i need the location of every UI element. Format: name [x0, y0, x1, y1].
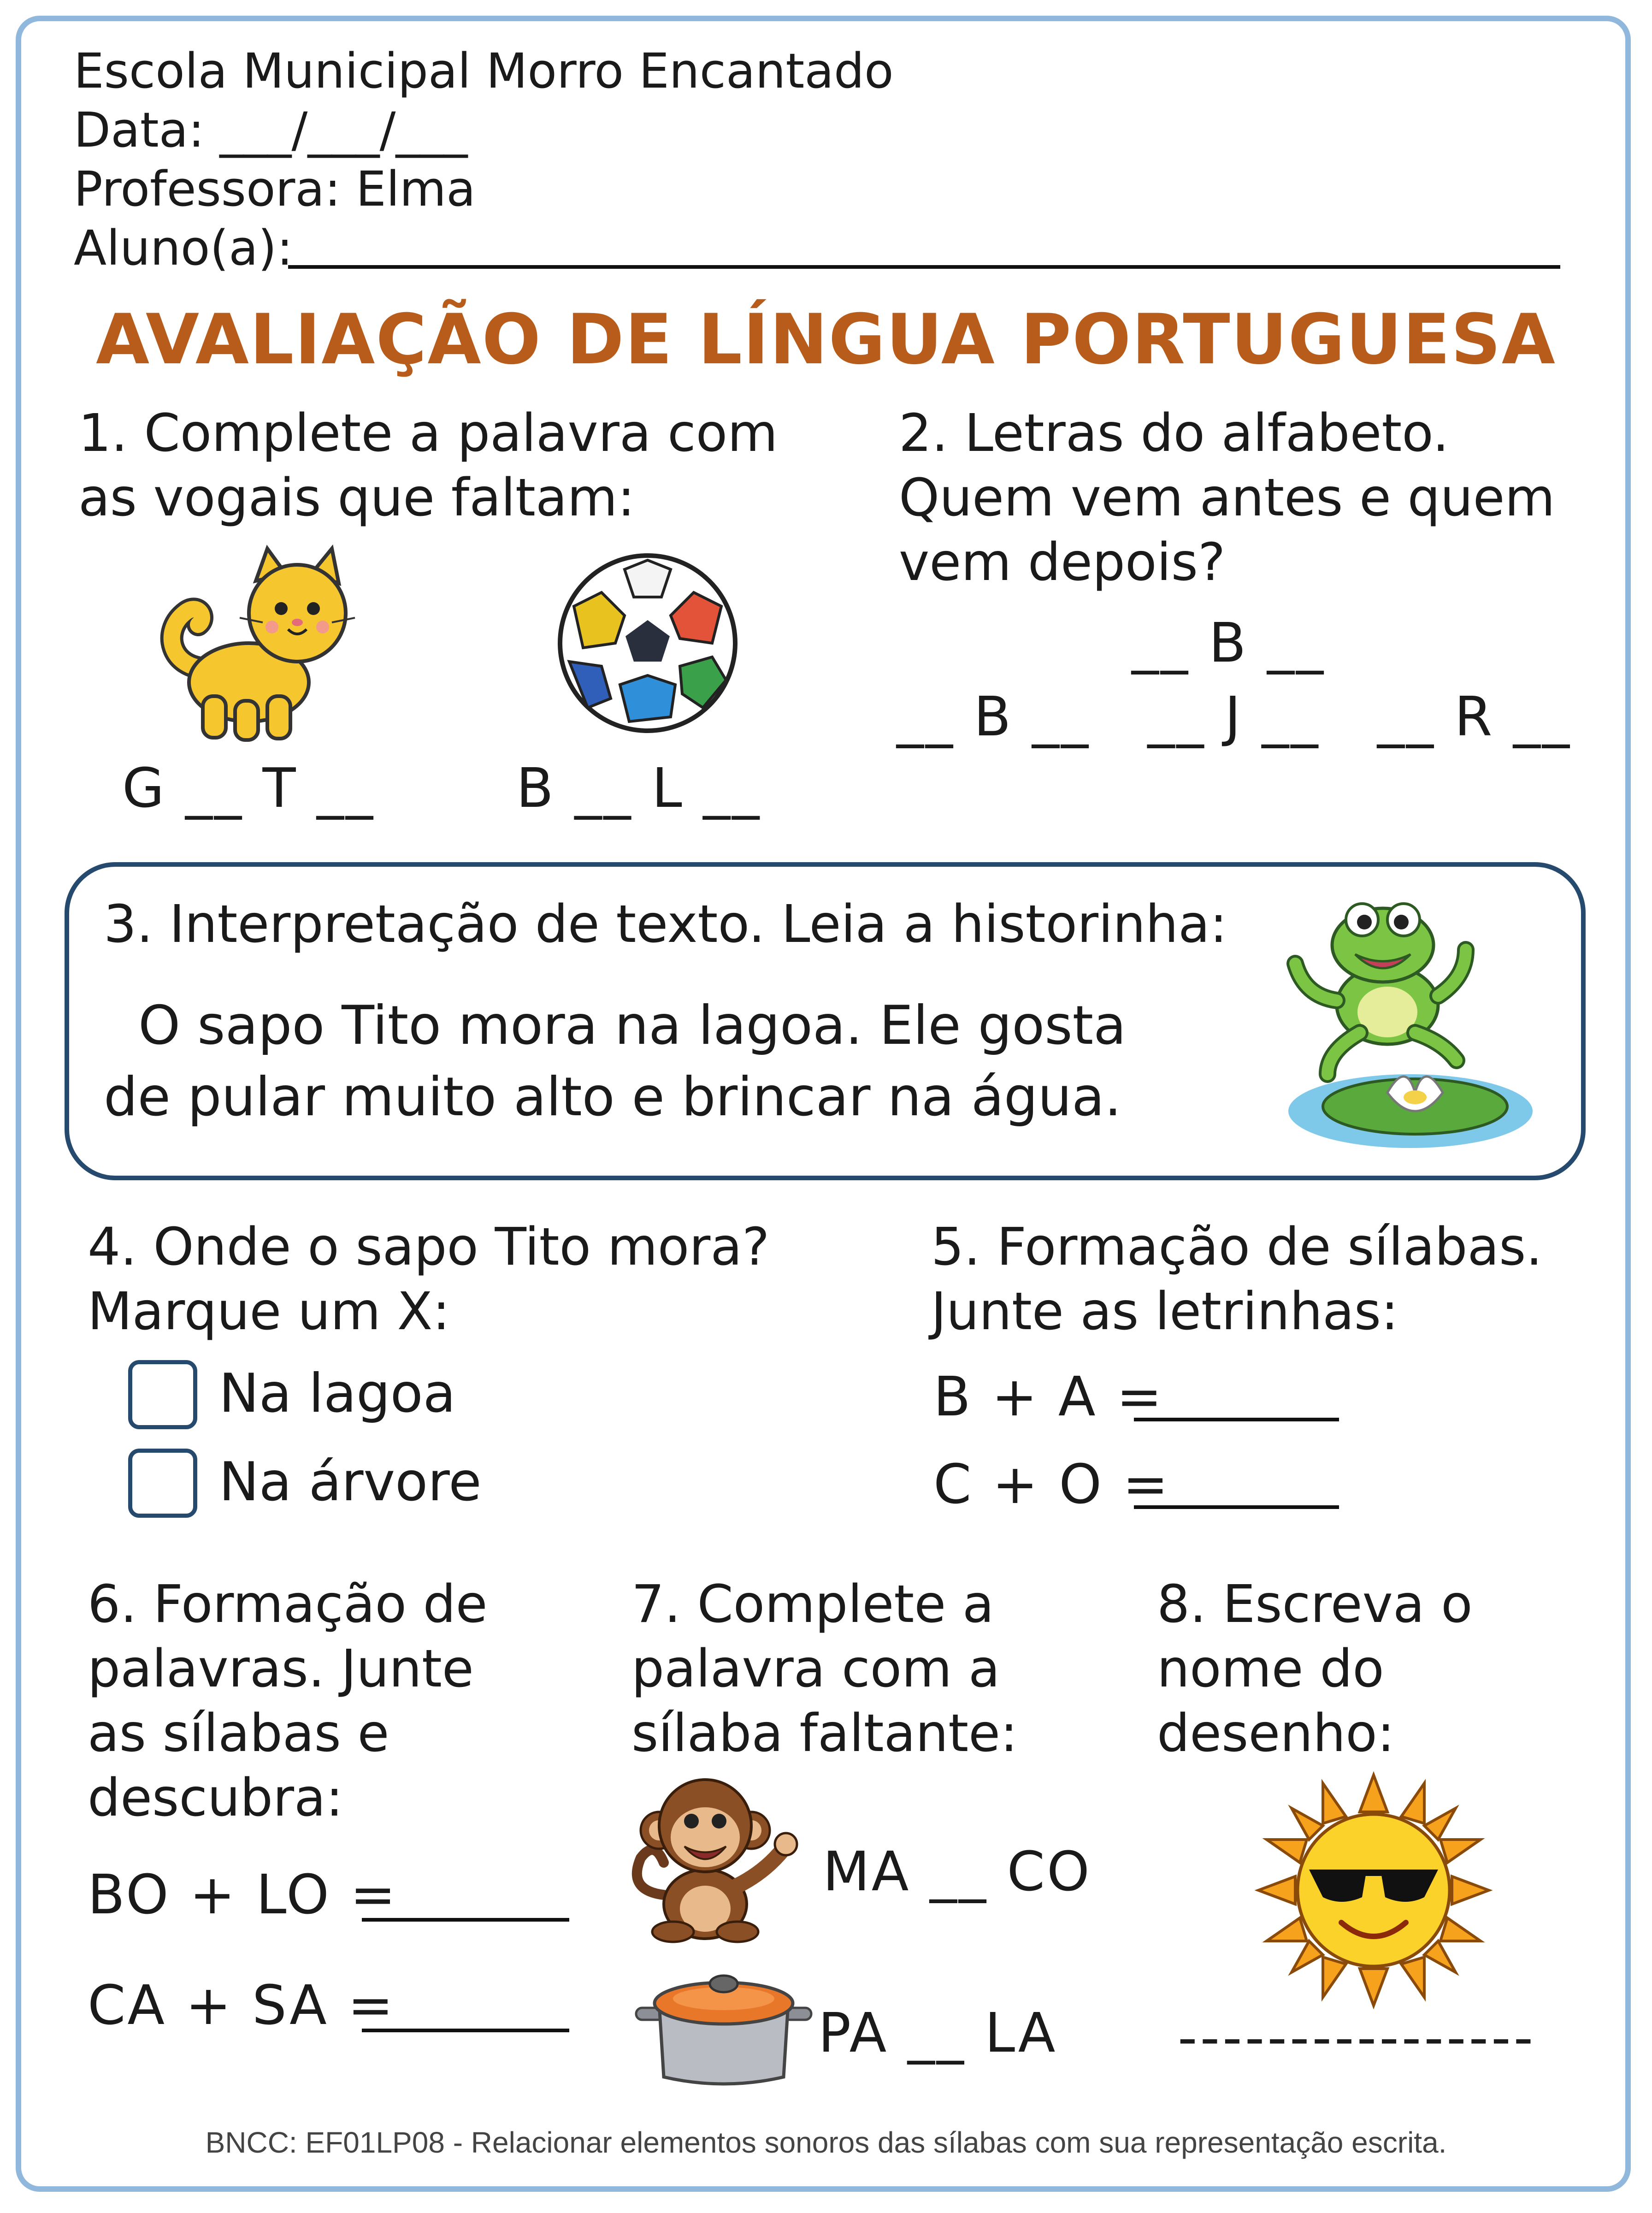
q6-item-bolo: BO + LO = — [88, 1863, 398, 1926]
date-field[interactable]: Data: ___/___/___ — [74, 102, 468, 158]
page-title: AVALIAÇÃO DE LÍNGUA PORTUGUESA — [96, 300, 1556, 380]
q6-prompt-line1: 6. Formação de — [88, 1574, 488, 1634]
q2-prompt-line2: Quem vem antes e quem — [899, 468, 1555, 528]
soccer-ball-icon — [555, 551, 740, 735]
school-name: Escola Municipal Morro Encantado — [74, 43, 894, 99]
teacher-name: Professora: Elma — [74, 161, 476, 217]
q3-story-line1: O sapo Tito mora na lagoa. Ele gosta — [138, 994, 1127, 1057]
q8-prompt-line3: desenho: — [1157, 1704, 1395, 1763]
sun-icon — [1258, 1775, 1489, 2006]
frog-icon — [1277, 894, 1544, 1162]
q6-answer-line-bolo[interactable] — [362, 1918, 569, 1922]
q5-answer-line-co[interactable] — [1134, 1505, 1339, 1509]
q6-answer-line-casa[interactable] — [362, 2029, 569, 2032]
q8-answer-line[interactable]: ---------------- — [1178, 2006, 1536, 2069]
q5-item-co: C + O = — [933, 1452, 1170, 1516]
q6-prompt-line3: as sílabas e — [88, 1704, 389, 1763]
q1-word-ball[interactable]: B __ L __ — [516, 756, 761, 820]
q2-prompt-line3: vem depois? — [899, 533, 1226, 592]
q5-item-ba: B + A = — [933, 1365, 1164, 1428]
option-na-arvore: Na árvore — [219, 1451, 482, 1513]
q3-prompt: 3. Interpretação de texto. Leia a historinha: — [104, 894, 1227, 954]
q4-prompt-line2: Marque um X: — [88, 1282, 450, 1342]
q8-prompt-line1: 8. Escreva o — [1157, 1574, 1473, 1634]
q1-prompt-line1: 1. Complete a palavra com — [78, 403, 778, 463]
monkey-icon — [627, 1780, 811, 1946]
checkbox-na-arvore[interactable] — [128, 1449, 197, 1518]
q7-prompt-line3: sílaba faltante: — [631, 1704, 1018, 1763]
q3-story-line2: de pular muito alto e brincar na água. — [104, 1066, 1122, 1128]
q5-prompt-line2: Junte as letrinhas: — [931, 1282, 1398, 1342]
q8-prompt-line2: nome do — [1157, 1639, 1384, 1699]
cat-icon — [152, 549, 364, 742]
q7-prompt-line1: 7. Complete a — [631, 1574, 994, 1634]
q1-prompt-line2: as vogais que faltam: — [78, 468, 635, 528]
q2-row1[interactable]: __ B __ — [1132, 611, 1325, 675]
q7-prompt-line2: palavra com a — [631, 1639, 1000, 1699]
q2-row2[interactable]: __ B __ __ J __ __ R __ — [897, 685, 1571, 748]
q5-answer-line-ba[interactable] — [1134, 1418, 1339, 1421]
q6-prompt-line2: palavras. Junte — [88, 1639, 474, 1699]
q1-word-cat[interactable]: G __ T __ — [122, 756, 375, 820]
q5-prompt-line1: 5. Formação de sílabas. — [931, 1217, 1543, 1277]
q6-prompt-line4: descubra: — [88, 1768, 343, 1828]
q6-item-casa: CA + SA = — [88, 1973, 395, 2037]
checkbox-na-lagoa[interactable] — [128, 1360, 197, 1429]
student-name-line[interactable] — [288, 265, 1560, 269]
q4-prompt-line1: 4. Onde o sapo Tito mora? — [88, 1217, 770, 1277]
cooking-pot-icon — [631, 1966, 816, 2091]
student-label: Aluno(a): — [74, 220, 293, 276]
q7-word-panela[interactable]: PA __ LA — [818, 2001, 1057, 2065]
q7-word-macaco[interactable]: MA __ CO — [823, 1840, 1092, 1903]
q2-prompt-line1: 2. Letras do alfabeto. — [899, 403, 1449, 463]
option-na-lagoa: Na lagoa — [219, 1362, 456, 1425]
bncc-footer: BNCC: EF01LP08 - Relacionar elementos sonoros das sílabas com sua representação escrita. — [205, 2126, 1447, 2159]
